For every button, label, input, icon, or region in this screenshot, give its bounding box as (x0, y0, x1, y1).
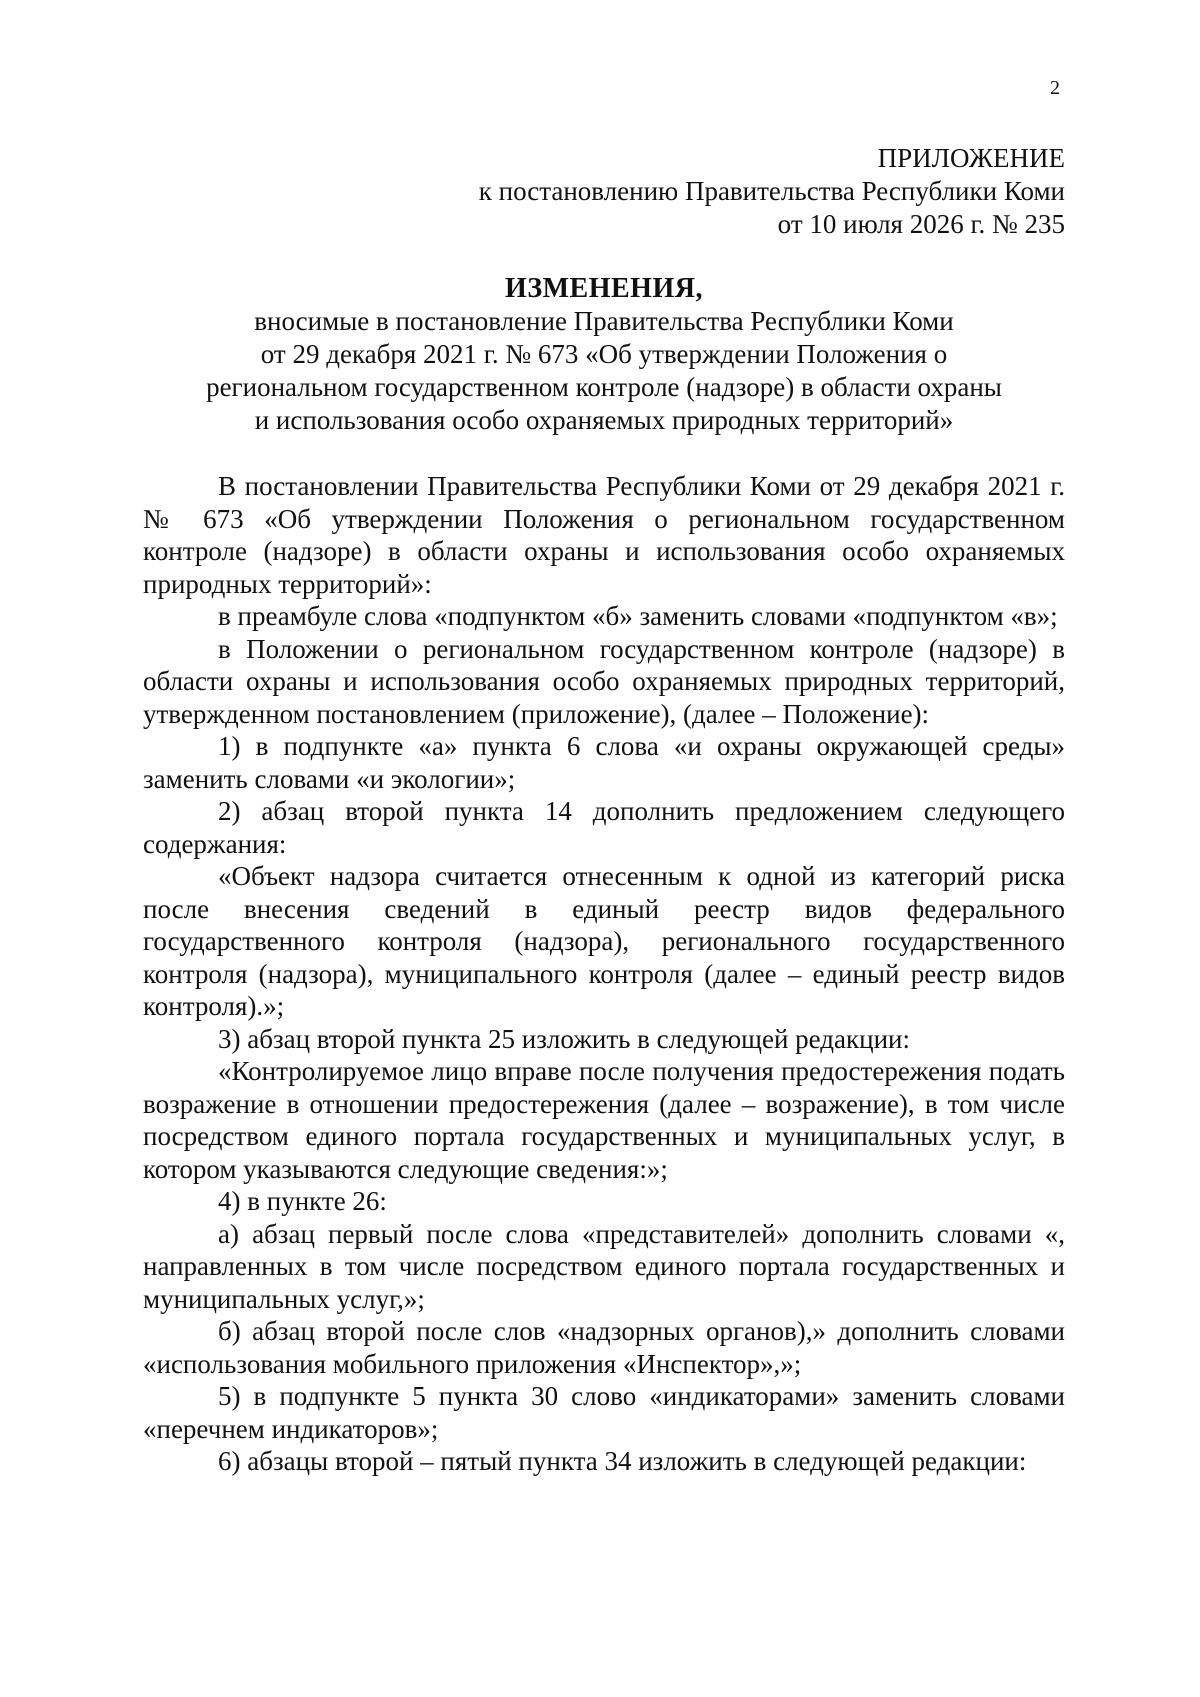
body-paragraph: 3) абзац второй пункта 25 изложить в следующей редакции: (218, 1023, 910, 1054)
body-paragraph: 5) в подпункте 5 пункта 30 слово «индикаторами» заменить словами «перечнем индикаторов»; (143, 1381, 1065, 1444)
body-paragraph: б) абзац второй после слов «надзорных органов),» дополнить словами «использования мобильного приложения «Инспектор»,»; (143, 1316, 1065, 1379)
body-paragraph: 2) абзац второй пункта 14 дополнить предложением следующего содержания: (143, 796, 1065, 859)
body-paragraph: В постановлении Правительства Республики Коми от 29 декабря 2021 г. № 673 «Об утверждении Положения о региональном государственном контроле (надзоре) в области охраны и использования особо охраняемых природных территорий»: (143, 471, 1065, 599)
title-line: от 29 декабря 2021 г. № 673 «Об утверждении Положения о (260, 339, 948, 369)
body-paragraph: 4) в пункте 26: (218, 1186, 387, 1216)
title-line: и использования особо охраняемых природных территорий» (254, 405, 954, 435)
page-number: 2 (1050, 77, 1060, 99)
body-paragraph: а) абзац первый после слова «представителей» дополнить словами «, направленных в том числе посредством единого портала государственных и муниципальных услуг,»; (143, 1218, 1065, 1314)
body-paragraph: «Объект надзора считается отнесенным к одной из категорий риска после внесения сведений в единый реестр видов федерального государственного контроля (надзора), регионального государственного контроля (надзора), муниципального контроля (далее – единый реестр видов контроля).»; (143, 861, 1065, 1021)
body-paragraph: 1) в подпункте «а» пункта 6 слова «и охраны окружающей среды» заменить словами «и экологии»; (143, 731, 1065, 794)
document-body (143, 470, 1065, 1478)
appendix-block (479, 142, 1065, 241)
document-title-block (143, 272, 1065, 437)
body-paragraph: в преамбуле слова «подпунктом «б» заменить словами «подпунктом «в»; (218, 601, 1058, 631)
body-paragraph: «Контролируемое лицо вправе после получения предостережения подать возражение в отношении предостережения (далее – возражение), в том числе посредством единого портала государственных и муниципальных услуг, в котором указываются следующие сведения:»; (143, 1056, 1065, 1184)
title-line: региональном государственном контроле (надзоре) в области охраны (206, 372, 1002, 402)
appendix-label: ПРИЛОЖЕНИЕ (877, 143, 1065, 173)
document-title: ИЗМЕНЕНИЯ, (505, 273, 703, 304)
appendix-date-number: от 10 июля 2026 г. № 235 (777, 209, 1065, 239)
appendix-reference: к постановлению Правительства Республики Коми (478, 176, 1065, 206)
body-paragraph: в Положении о региональном государственном контроле (надзоре) в области охраны и использования особо охраняемых природных территорий, утвержденном постановлением (приложение), (далее – Положение): (143, 633, 1065, 729)
body-paragraph: 6) абзацы второй – пятый пункта 34 изложить в следующей редакции: (218, 1446, 1027, 1476)
title-line: вносимые в постановление Правительства Республики Коми (254, 306, 954, 336)
